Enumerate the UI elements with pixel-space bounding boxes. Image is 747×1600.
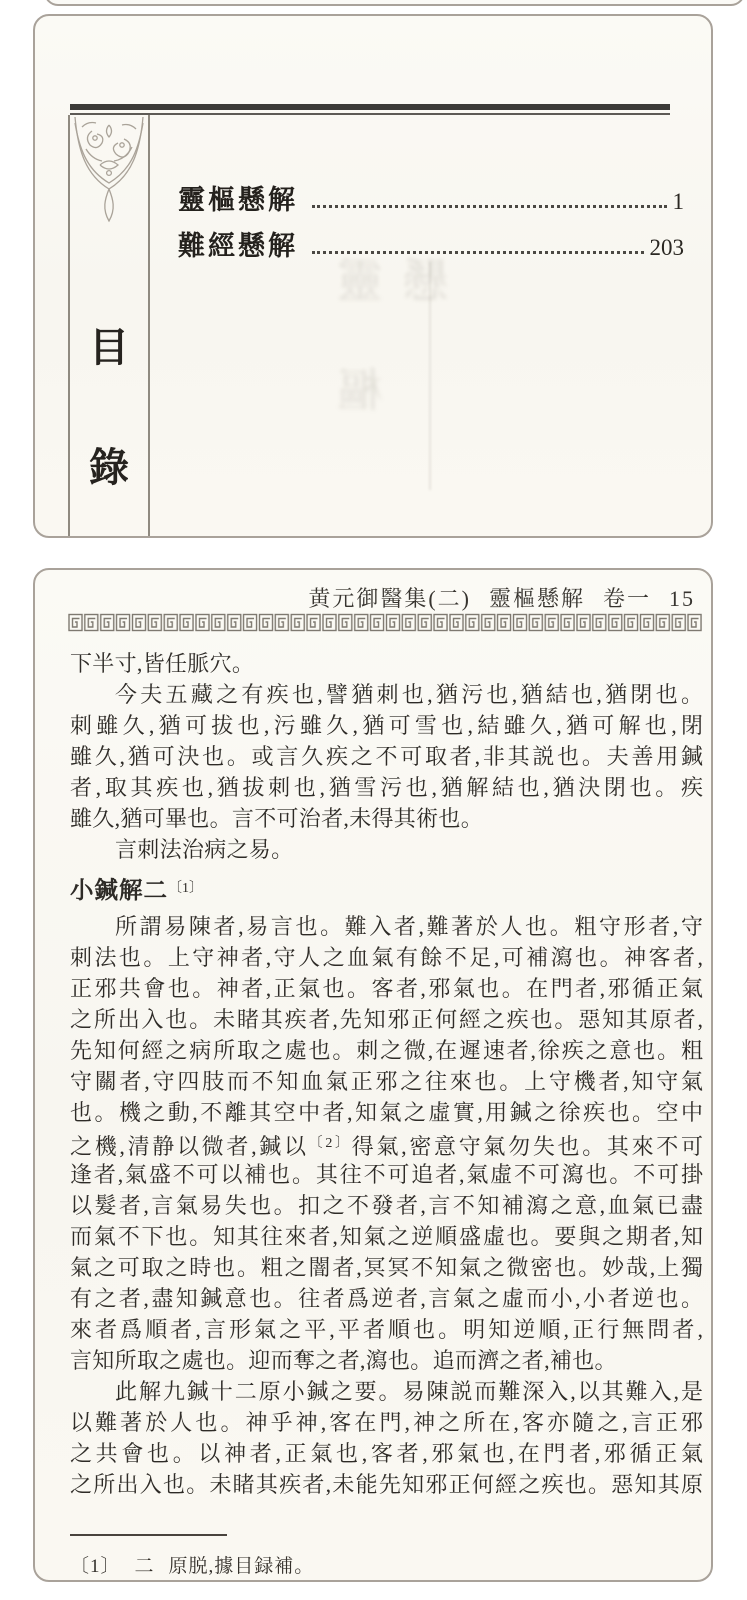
footnote-text: 原脱,據目録補。 <box>168 1556 315 1577</box>
toc-vertical-title-char: 錄 <box>89 445 129 490</box>
text-line: 之所出入也。未睹其疾者,未能先知邪正何經之疾也。惡知其原 <box>70 1472 703 1497</box>
footnote-label: 〔1〕 <box>70 1556 121 1577</box>
text-line: 下半寸,皆任脈穴。 <box>70 651 255 676</box>
footnote-separator <box>70 1534 227 1536</box>
bleed-through-ghost-line <box>429 262 431 490</box>
dot-leader <box>312 205 667 208</box>
text-line: 此解九鍼十二原小鍼之要。易陳説而難深入,以其難入,是 <box>115 1379 703 1404</box>
text-line: 雖久,猶可畢也。言不可治者,未得其術也。 <box>70 806 484 831</box>
text-line: 言知所取之處也。迎而奪之者,瀉也。追而濟之者,補也。 <box>70 1348 617 1373</box>
section-heading: 小鍼解二$^{〔1〕}$ <box>70 878 203 904</box>
header-volume: 卷一 <box>602 586 651 611</box>
header-page-number: 15 <box>669 586 695 611</box>
text-line: 先知何經之病所取之處也。刺之微,在遲速者,徐疾之意也。粗 <box>70 1038 703 1063</box>
footnote-word: 二 <box>134 1556 155 1577</box>
previous-page-card-edge[interactable] <box>44 0 745 6</box>
toc-entry-title: 難經懸解 <box>178 231 298 261</box>
toc-side-column <box>68 115 150 538</box>
text-page-image[interactable] <box>33 568 713 1582</box>
toc-top-rule-thin <box>70 113 670 115</box>
footnote <box>70 1551 314 1578</box>
text-line: 之共會也。以神者,正氣也,客者,邪氣也,在門者,邪循正氣 <box>70 1441 703 1466</box>
text-line: 刺法也。上守神者,守人之血氣有餘不足,可補瀉也。神客者, <box>70 945 703 970</box>
text-line: 而氣不下也。知其往來者,知氣之逆順盛虛也。要與之期者,知 <box>70 1224 703 1249</box>
text-line: 逢者,氣盛不可以補也。其往不可追者,氣虛不可瀉也。不可掛 <box>70 1162 703 1187</box>
text-line: 之所出入也。未睹其疾者,先知邪正何經之疾也。惡知其原者, <box>70 1007 703 1032</box>
header-book-title: 靈樞懸解 <box>488 586 585 611</box>
text-line: 以髮者,言氣易失也。扣之不發者,言不知補瀉之意,血氣已盡 <box>70 1193 703 1218</box>
meander-border-icon <box>68 612 703 633</box>
body-text <box>70 648 703 1500</box>
floral-corner-ornament-icon <box>72 117 146 225</box>
text-line: 雖久,猶可決也。或言久疾之不可取者,非其説也。夫善用鍼 <box>70 744 703 769</box>
text-line: 氣之可取之時也。粗之闇者,冥冥不知氣之微密也。妙哉,上獨 <box>70 1255 703 1280</box>
text-line: 守關者,守四肢而不知血氣正邪之往來也。上守機者,知守氣 <box>70 1069 703 1094</box>
toc-entry-page-number: 1 <box>672 189 684 214</box>
text-line: 言刺法治病之易。 <box>115 837 294 862</box>
header-collection: 黄元御醫集(二) <box>308 586 471 611</box>
toc-entry-title: 靈樞懸解 <box>178 185 298 215</box>
text-line: 來者爲順者,言形氣之平,平者順也。明知逆順,正行無問者, <box>70 1317 703 1342</box>
text-line: 也。機之動,不離其空中者,知氣之虛實,用鍼之徐疾也。空中 <box>70 1100 703 1125</box>
toc-entry <box>178 178 684 217</box>
text-line: 者,取其疾也,猶拔刺也,猶雪污也,猶解結也,猶決閉也。疾 <box>70 775 703 800</box>
text-line: 有之者,盡知鍼意也。往者爲逆者,言氣之虛而小,小者逆也。 <box>70 1286 703 1311</box>
text-line: 以難著於人也。神乎神,客在門,神之所在,客亦隨之,言正邪 <box>70 1410 703 1435</box>
text-line: 刺雖久,猶可拔也,污雖久,猶可雪也,結雖久,猶可解也,閉 <box>70 713 703 738</box>
text-line: 所謂易陳者,易言也。難入者,難著於人也。粗守形者,守 <box>115 914 703 939</box>
text-line: 之機,清静以微者,鍼以$^{〔2〕}$得氣,密意守氣勿失也。其來不可 <box>70 1134 703 1159</box>
bleed-through-ghost-text: 靈樞懸 <box>338 256 455 476</box>
toc-page-image[interactable] <box>33 14 713 538</box>
toc-vertical-title-char: 目 <box>89 325 129 370</box>
toc-top-rule-thick <box>70 104 670 110</box>
text-line: 今夫五藏之有疾也,譬猶刺也,猶污也,猶結也,猶閉也。 <box>115 682 703 707</box>
toc-entry-page-number: 203 <box>649 235 684 260</box>
text-line: 正邪共會也。神者,正氣也。客者,邪氣也。在門者,邪循正氣 <box>70 976 703 1001</box>
running-header <box>308 582 695 613</box>
dot-leader <box>312 251 644 254</box>
